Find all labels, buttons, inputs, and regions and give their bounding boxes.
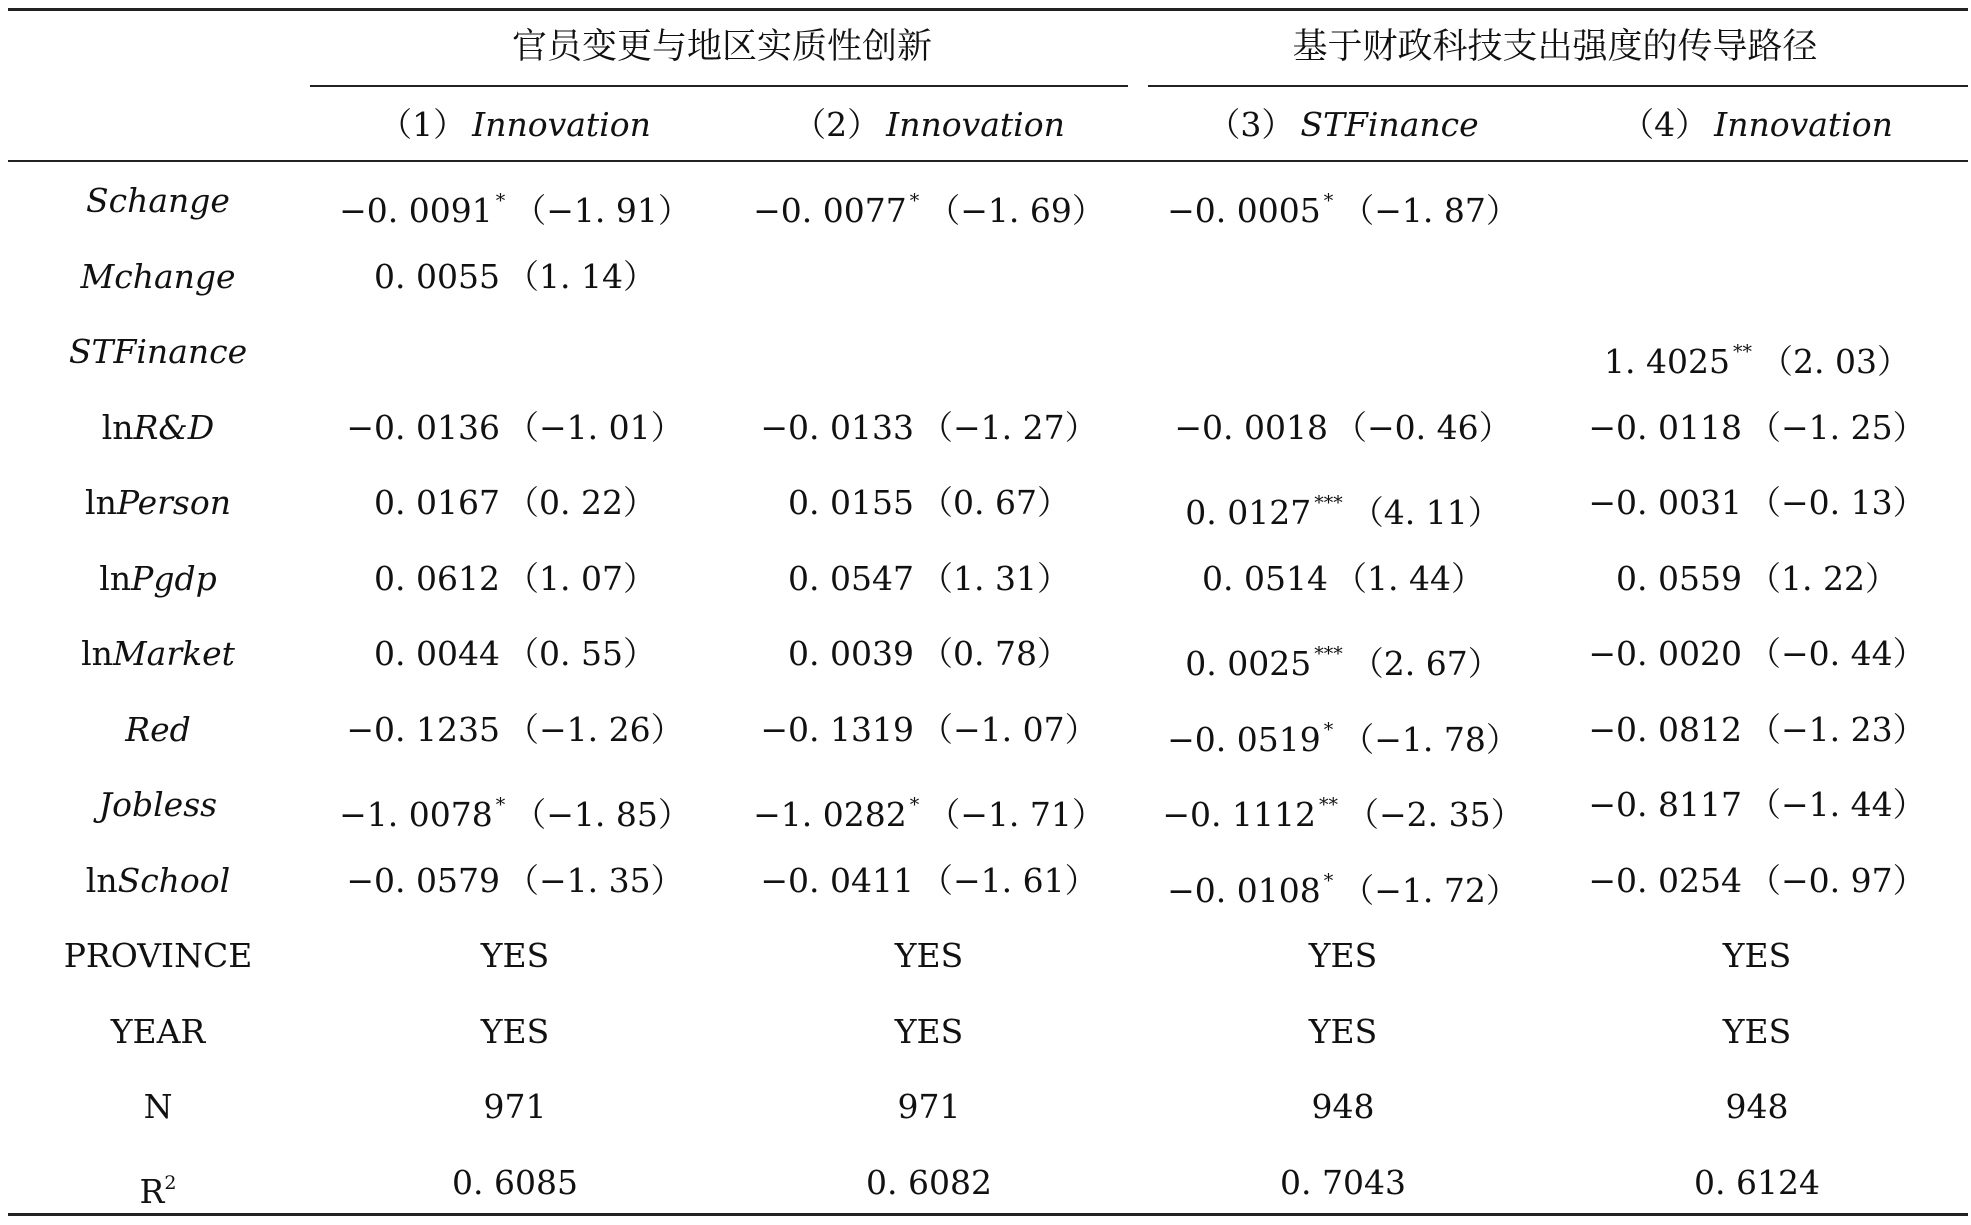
- coefficient: −0. 0812: [1588, 709, 1742, 749]
- t-statistic: （−1. 69）: [927, 191, 1105, 230]
- table-cell: [1162, 785, 1523, 835]
- stat-value: YES: [1308, 936, 1378, 975]
- stat-label: [64, 936, 253, 976]
- stat-label-text: YEAR: [110, 1011, 206, 1051]
- row-label-variable: Pgdp: [131, 558, 217, 598]
- table-cell: [346, 710, 683, 750]
- t-statistic: （0. 78）: [920, 634, 1070, 673]
- coefficient: −0. 0133: [760, 407, 914, 447]
- stat-label: [144, 1087, 173, 1127]
- row-label-variable: STFinance: [68, 332, 248, 371]
- t-statistic: （−1. 01）: [505, 407, 684, 447]
- coefficient: 0. 0127: [1185, 493, 1312, 532]
- t-statistic: （−1. 44）: [1747, 785, 1926, 824]
- column-header-2: [793, 105, 1065, 145]
- coefficient: −0. 0254: [1588, 860, 1742, 900]
- row-label-prefix: ln: [85, 483, 117, 522]
- significance-stars: *: [909, 190, 920, 212]
- coefficient: −1. 0282: [753, 795, 907, 834]
- t-statistic: （−1. 85）: [513, 795, 691, 834]
- table-cell: [374, 257, 656, 297]
- row-label: [99, 785, 217, 825]
- t-statistic: （1. 44）: [1334, 558, 1484, 598]
- row-label: [86, 181, 230, 221]
- coefficient: −0. 0519: [1167, 719, 1321, 759]
- coefficient: −0. 0411: [760, 860, 914, 900]
- table-cell: [346, 861, 683, 901]
- stat-label: [111, 1012, 206, 1052]
- column-number: （1）: [379, 105, 467, 144]
- group-header-2: 基于财政科技支出强度的传导路径: [1292, 27, 1818, 67]
- row-label-variable: Mchange: [80, 256, 236, 296]
- coefficient: −0. 0018: [1174, 407, 1328, 447]
- significance-stars: **: [1318, 794, 1338, 816]
- coefficient: −0. 8117: [1588, 785, 1742, 824]
- stat-label-superscript: 2: [164, 1171, 177, 1194]
- row-label-variable: Red: [125, 709, 191, 749]
- table-cell: [1588, 861, 1925, 901]
- table-cell: [753, 181, 1105, 231]
- t-statistic: （−0. 46）: [1333, 407, 1512, 447]
- table-cell: [1588, 483, 1925, 523]
- row-label: [102, 408, 215, 448]
- row-label: [86, 861, 230, 901]
- significance-stars: *: [909, 794, 920, 816]
- column-number: （2）: [793, 105, 881, 144]
- stat-value: 971: [483, 1087, 547, 1126]
- table-cell: [788, 634, 1070, 674]
- row-label-prefix: ln: [99, 558, 132, 598]
- table-cell: [339, 785, 691, 835]
- t-statistic: （−1. 91）: [513, 191, 691, 230]
- stat-value: 0. 6085: [452, 1162, 578, 1202]
- stat-value: YES: [480, 936, 550, 975]
- t-statistic: （0. 22）: [506, 483, 656, 522]
- row-label-prefix: ln: [85, 860, 118, 900]
- coefficient: −0. 0136: [346, 407, 500, 447]
- t-statistic: （1. 14）: [506, 256, 656, 296]
- row-label-variable: School: [117, 860, 231, 900]
- column-dependent-variable: Innovation: [886, 105, 1065, 144]
- coefficient: −0. 1319: [760, 709, 914, 749]
- significance-stars: *: [495, 190, 506, 212]
- t-statistic: （−1. 72）: [1341, 870, 1519, 910]
- t-statistic: （−1. 61）: [919, 860, 1098, 900]
- header-rule: [8, 160, 1968, 162]
- table-cell: [788, 559, 1070, 599]
- column-dependent-variable: STFinance: [1300, 105, 1479, 144]
- stat-value: 948: [1725, 1087, 1789, 1126]
- stat-value: YES: [1722, 936, 1792, 975]
- t-statistic: （−1. 07）: [919, 709, 1098, 749]
- significance-stars: ***: [1314, 643, 1343, 665]
- coefficient: −0. 0091: [339, 191, 493, 230]
- column-number: （3）: [1207, 105, 1295, 144]
- row-label-variable: Schange: [86, 181, 230, 220]
- stat-label: [140, 1163, 177, 1212]
- table-cell: [788, 483, 1070, 523]
- coefficient: 0. 0039: [788, 634, 914, 673]
- table-cell: [339, 181, 691, 231]
- t-statistic: （−1. 71）: [927, 795, 1105, 834]
- t-statistic: （−0. 44）: [1747, 634, 1926, 673]
- row-label-variable: Market: [112, 634, 235, 673]
- coefficient: 0. 0559: [1616, 558, 1742, 598]
- stat-label-text: N: [143, 1087, 173, 1126]
- table-cell: [374, 634, 656, 674]
- row-label: [81, 634, 235, 674]
- stat-value: 971: [897, 1087, 961, 1126]
- table-cell: [1588, 710, 1925, 750]
- t-statistic: （0. 67）: [920, 483, 1070, 522]
- significance-stars: *: [1323, 869, 1334, 892]
- t-statistic: （−1. 78）: [1341, 719, 1519, 759]
- column-header-3: [1207, 105, 1478, 145]
- coefficient: 0. 0025: [1185, 644, 1312, 683]
- coefficient: 0. 0044: [374, 634, 500, 673]
- coefficient: −0. 0020: [1588, 634, 1742, 673]
- column-header-4: [1621, 105, 1893, 145]
- row-label-prefix: ln: [81, 634, 113, 673]
- t-statistic: （−0. 13）: [1747, 483, 1926, 522]
- coefficient: −0. 0005: [1167, 191, 1321, 230]
- significance-stars: ***: [1314, 492, 1343, 514]
- group-1-underline: [310, 85, 1128, 87]
- t-statistic: （2. 03）: [1760, 342, 1910, 381]
- t-statistic: （−1. 27）: [919, 407, 1098, 447]
- table-cell: [760, 861, 1097, 901]
- table-cell: [1185, 634, 1500, 684]
- t-statistic: （2. 67）: [1350, 644, 1501, 683]
- coefficient: 1. 4025: [1604, 342, 1730, 381]
- significance-stars: *: [1323, 718, 1334, 741]
- stat-value: 948: [1311, 1087, 1375, 1126]
- significance-stars: **: [1733, 341, 1752, 363]
- table-cell: [1588, 408, 1925, 448]
- row-label-variable: Person: [116, 483, 231, 522]
- table-cell: [1167, 861, 1519, 911]
- table-cell: [374, 483, 656, 523]
- significance-stars: *: [495, 794, 506, 816]
- row-label: [69, 332, 247, 372]
- t-statistic: （4. 11）: [1350, 493, 1501, 532]
- group-header-1: 官员变更与地区实质性创新: [511, 27, 933, 67]
- row-label-prefix: ln: [101, 407, 134, 447]
- t-statistic: （−1. 26）: [505, 709, 684, 749]
- coefficient: −0. 1112: [1162, 795, 1316, 834]
- t-statistic: （0. 55）: [506, 634, 656, 673]
- coefficient: 0. 0547: [788, 558, 914, 598]
- table-cell: [753, 785, 1105, 835]
- table-cell: [1604, 332, 1910, 382]
- column-dependent-variable: Innovation: [472, 105, 651, 144]
- row-label-variable: Jobless: [98, 785, 218, 824]
- stat-value: 0. 6124: [1694, 1162, 1820, 1202]
- stat-value: 0. 7043: [1280, 1162, 1406, 1202]
- coefficient: −0. 0031: [1588, 483, 1742, 522]
- column-dependent-variable: Innovation: [1714, 105, 1893, 144]
- t-statistic: （1. 31）: [920, 558, 1070, 598]
- t-statistic: （−1. 25）: [1747, 407, 1926, 447]
- stat-value: YES: [480, 1011, 550, 1051]
- table-cell: [374, 559, 656, 599]
- top-rule: [8, 8, 1968, 11]
- coefficient: −0. 0579: [346, 860, 500, 900]
- coefficient: −0. 0108: [1167, 870, 1321, 910]
- stat-value: YES: [1722, 1011, 1792, 1051]
- coefficient: 0. 0155: [788, 483, 914, 522]
- t-statistic: （−2. 35）: [1345, 795, 1524, 834]
- row-label: [85, 483, 231, 523]
- coefficient: −0. 0118: [1588, 407, 1742, 447]
- significance-stars: *: [1323, 190, 1334, 212]
- stat-value: YES: [894, 936, 964, 975]
- stat-value: YES: [894, 1011, 964, 1051]
- group-2-underline: [1148, 85, 1968, 87]
- t-statistic: （−0. 97）: [1747, 860, 1926, 900]
- table-cell: [1185, 483, 1500, 533]
- coefficient: 0. 0612: [374, 558, 500, 598]
- t-statistic: （1. 22）: [1748, 558, 1898, 598]
- table-cell: [1202, 559, 1484, 599]
- coefficient: −0. 0077: [753, 191, 907, 230]
- stat-value: YES: [1308, 1011, 1378, 1051]
- table-cell: [1588, 785, 1925, 825]
- row-label: [99, 559, 216, 599]
- table-cell: [1174, 408, 1511, 448]
- column-header-1: [379, 105, 651, 145]
- column-number: （4）: [1621, 105, 1709, 144]
- bottom-rule: [8, 1213, 1968, 1216]
- table-cell: [1616, 559, 1898, 599]
- table-cell: [1167, 181, 1519, 231]
- coefficient: 0. 0167: [374, 483, 500, 522]
- stat-label-text: R: [139, 1171, 165, 1211]
- t-statistic: （−1. 23）: [1747, 709, 1926, 749]
- coefficient: 0. 0055: [374, 256, 500, 296]
- table-cell: [760, 408, 1097, 448]
- row-label: [125, 710, 191, 750]
- row-label: [80, 257, 235, 297]
- stat-label-text: PROVINCE: [63, 936, 253, 975]
- coefficient: −0. 1235: [346, 709, 500, 749]
- t-statistic: （−1. 35）: [505, 860, 684, 900]
- table-cell: [346, 408, 683, 448]
- table-cell: [760, 710, 1097, 750]
- stat-value: 0. 6082: [866, 1162, 992, 1202]
- t-statistic: （1. 07）: [506, 558, 656, 598]
- coefficient: −1. 0078: [339, 795, 493, 834]
- t-statistic: （−1. 87）: [1341, 191, 1519, 230]
- coefficient: 0. 0514: [1202, 558, 1328, 598]
- table-cell: [1588, 634, 1925, 674]
- row-label-variable: R&D: [133, 407, 215, 447]
- table-cell: [1167, 710, 1519, 760]
